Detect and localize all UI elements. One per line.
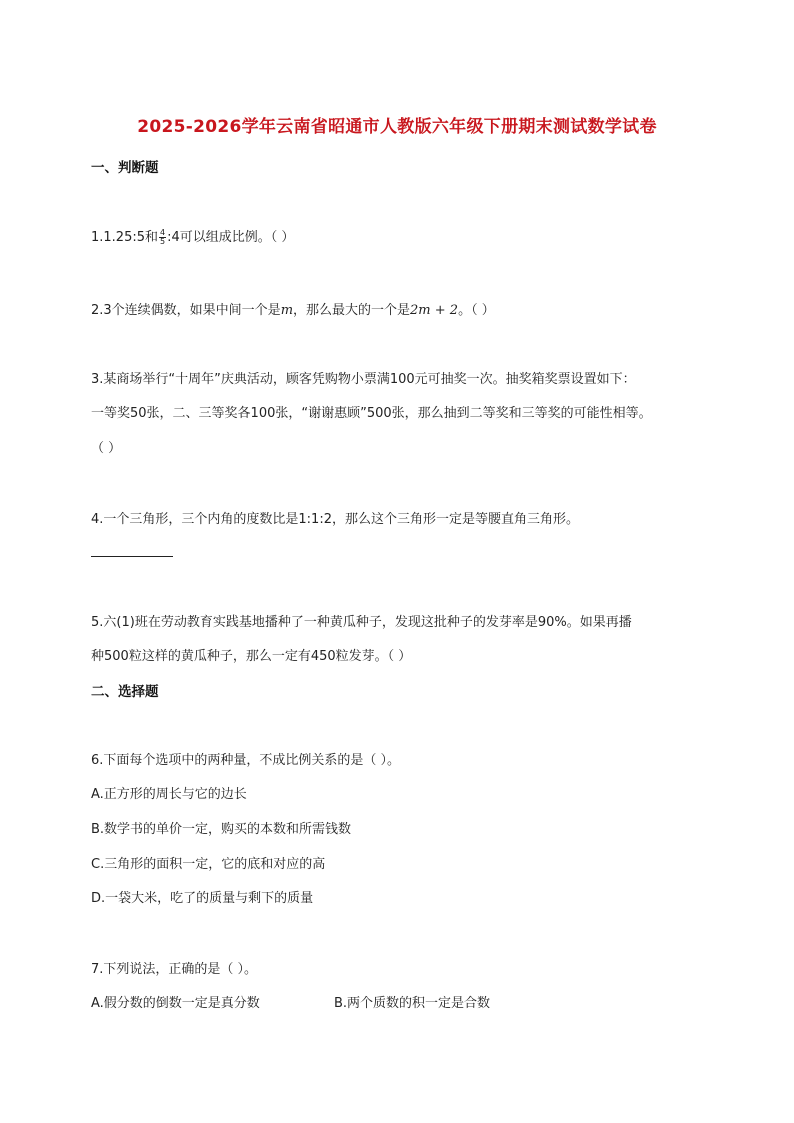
page-title: 2025-2026学年云南省昭通市人教版六年级下册期末测试数学试卷 (137, 117, 657, 137)
question-3-line-3: （ ） (91, 441, 122, 456)
answer-blank-line (91, 556, 173, 557)
question-1-fraction (159, 229, 166, 246)
question-2 (91, 299, 495, 318)
section-heading-multiple-choice: 二、选择题 (91, 684, 159, 700)
question-5-line-2: 种500粒这样的黄瓜种子，那么一定有450粒发芽。（ ） (91, 649, 412, 664)
question-2-text-pre: 2.3个连续偶数，如果中间一个是 (91, 303, 281, 318)
question-1-text-pre: 1.1.25:5和 (91, 230, 158, 245)
question-2-text-mid: ，那么最大的一个是 (293, 303, 411, 318)
question-2-variable: m (280, 303, 294, 318)
question-7-option-a: A.假分数的倒数一定是真分数 (91, 996, 260, 1011)
question-5-line-1: 5.六(1)班在劳动教育实践基地播种了一种黄瓜种子，发现这批种子的发芽率是90%。如果再播 (91, 615, 632, 630)
section-heading-true-false: 一、判断题 (91, 160, 159, 176)
question-2-expression: 2m + 2 (410, 303, 459, 318)
question-3-line-1: 3.某商场举行“十周年”庆典活动，顾客凭购物小票满100元可抽奖一次。抽奖箱奖票设置如下： (91, 372, 636, 387)
question-1-text-post: :4可以组成比例。（ ） (167, 230, 295, 245)
question-7-option-b: B.两个质数的积一定是合数 (334, 996, 491, 1011)
question-2-text-post: 。（ ） (458, 303, 495, 318)
question-1 (91, 226, 294, 246)
question-4-line-1: 4.一个三角形，三个内角的度数比是1:1:2，那么这个三角形一定是等腰直角三角形。 (91, 512, 579, 527)
fraction-numerator: 4 (160, 228, 166, 237)
question-6-option-b: B.数学书的单价一定，购买的本数和所需钱数 (91, 822, 352, 837)
question-7-stem: 7.下列说法，正确的是（ ）。 (91, 962, 258, 977)
question-6-stem: 6.下面每个选项中的两种量，不成比例关系的是（ ）。 (91, 753, 401, 768)
question-6-option-d: D.一袋大米，吃了的质量与剩下的质量 (91, 891, 314, 906)
fraction-denominator: 5 (160, 237, 166, 246)
question-6-option-a: A.正方形的周长与它的边长 (91, 787, 247, 802)
question-6-option-c: C.三角形的面积一定，它的底和对应的高 (91, 857, 326, 872)
question-3-line-2: 一等奖50张，二、三等奖各100张，“谢谢惠顾”500张，那么抽到二等奖和三等奖的可能性相等。 (91, 406, 652, 421)
